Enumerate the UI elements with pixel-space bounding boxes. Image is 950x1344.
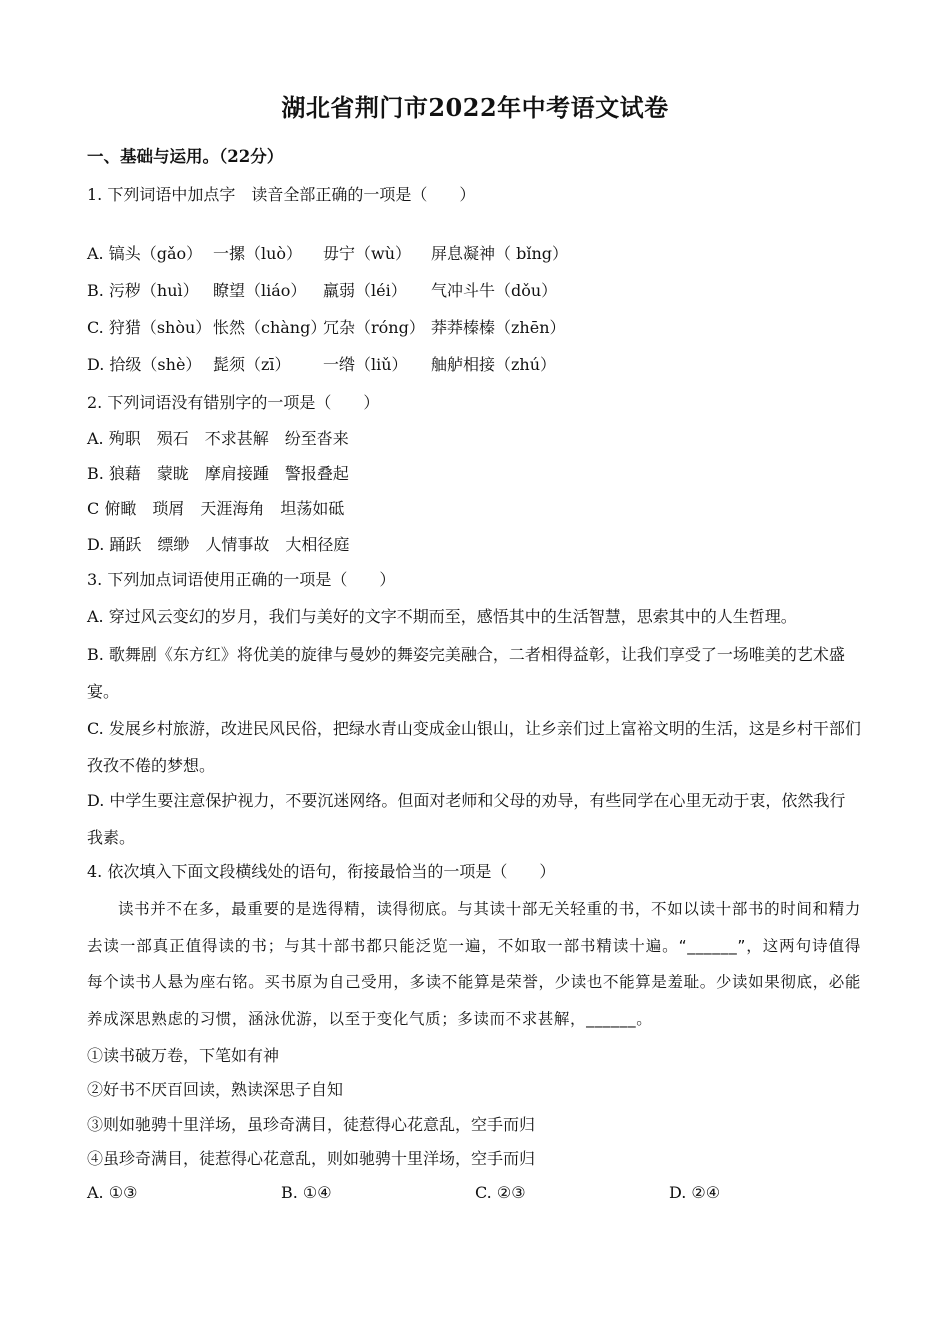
option-b-word-4: 气冲斗牛（dǒu） [431, 281, 558, 300]
question-3-option-c: C. 发展乡村旅游，改进民风民俗，把绿水青山变成金山银山，让乡亲们过上富裕文明的生活，这是乡村干部们孜孜不倦的梦想。 [87, 719, 861, 775]
section-heading: 一、基础与运用。（22分） [87, 147, 284, 166]
question-1-option-a [87, 243, 568, 265]
question-1-option-b [87, 280, 557, 302]
question-3-stem: 3. 下列加点词语使用正确的一项是（ ） [87, 570, 396, 589]
question-4-option-d: D. ②④ [669, 1183, 721, 1202]
option-d-word-4: 舳舻相接（zhú） [431, 355, 557, 374]
option-d-word-3: 一绺（liǔ） [323, 355, 408, 374]
question-4-option-a: A. ①③ [87, 1183, 138, 1202]
question-3-option-d: D. 中学生要注意保护视力，不要沉迷网络。但面对老师和父母的劝导，有些同学在心里无动于衷，依然我行我素。 [87, 791, 846, 847]
question-2-option-a: A. 殉职 殒石 不求甚解 纷至沓来 [87, 429, 349, 448]
question-4-item-2: ②好书不厌百回读，熟读深思子自知 [87, 1080, 344, 1099]
option-a-word-3: 毋宁（wù） [323, 244, 412, 263]
question-4-option-c: C. ②③ [475, 1183, 526, 1202]
option-c-word-2: 怅然（chàng） [213, 318, 327, 337]
question-2-option-d: D. 踊跃 缥缈 人情事故 大相径庭 [87, 535, 350, 554]
question-2-option-c: C 俯瞰 琐屑 天涯海角 坦荡如砥 [87, 499, 345, 518]
question-4-option-b: B. ①④ [281, 1183, 332, 1202]
question-3-option-a: A. 穿过风云变幻的岁月，我们与美好的文字不期而至，感悟其中的生活智慧，思索其中的人生哲理。 [87, 607, 797, 626]
option-c-word-1: C. 狩猎（shòu） [87, 318, 212, 337]
option-b-word-2: 瞭望（liáo） [213, 281, 307, 300]
question-2-stem: 2. 下列词语没有错别字的一项是（ ） [87, 393, 380, 412]
question-3-option-b: B. 歌舞剧《东方红》将优美的旋律与曼妙的舞姿完美融合，二者相得益彰，让我们享受了一场唯美的艺术盛宴。 [87, 645, 845, 701]
page-title: 湖北省荆门市2022年中考语文试卷 [281, 93, 669, 122]
option-d-word-2: 髭须（zī） [213, 355, 291, 374]
question-4-options [87, 1182, 720, 1204]
option-c-word-4: 莽莽榛榛（zhēn） [431, 318, 566, 337]
option-a-word-2: 一摞（luò） [213, 244, 303, 263]
option-d-word-1: D. 拾级（shè） [87, 355, 202, 374]
option-b-word-1: B. 污秽（huì） [87, 281, 199, 300]
option-c-word-3: 冗杂（róng） [323, 318, 425, 337]
question-1-option-d [87, 354, 556, 376]
option-a-word-1: A. 镐头（gǎo） [87, 244, 203, 263]
option-a-word-4: 屏息凝神（ bǐng） [431, 244, 568, 263]
question-2-option-b: B. 狼藉 蒙眬 摩肩接踵 警报叠起 [87, 464, 349, 483]
question-1-option-c [87, 317, 566, 339]
question-4-stem: 4. 依次填入下面文段横线处的语句，衔接最恰当的一项是（ ） [87, 862, 556, 881]
question-4-item-3: ③则如驰骋十里洋场，虽珍奇满目，徒惹得心花意乱，空手而归 [87, 1115, 536, 1134]
option-b-word-3: 羸弱（léi） [323, 281, 407, 300]
question-1-stem: 1. 下列词语中加点字 读音全部正确的一项是（ ） [87, 185, 476, 204]
question-4-passage: 读书并不在多，最重要的是选得精，读得彻底。与其读十部无关轻重的书，不如以读十部书的时间和精力去读一部真正值得读的书；与其十部书都只能泛览一遍，不如取一部书精读十遍。“______”，这两句诗值得每个读书人悬为座右铭。买书原为自己受用，多读不能算是荣誉，少读也不能算是羞耻。少读如果彻底，必能养成深思熟虑的习惯，涵泳优游，以至于变化气质；多读而不求甚解，______。 [87, 900, 861, 1028]
question-4-item-4: ④虽珍奇满目，徒惹得心花意乱，则如驰骋十里洋场，空手而归 [87, 1149, 536, 1168]
question-4-item-1: ①读书破万卷，下笔如有神 [87, 1046, 280, 1065]
